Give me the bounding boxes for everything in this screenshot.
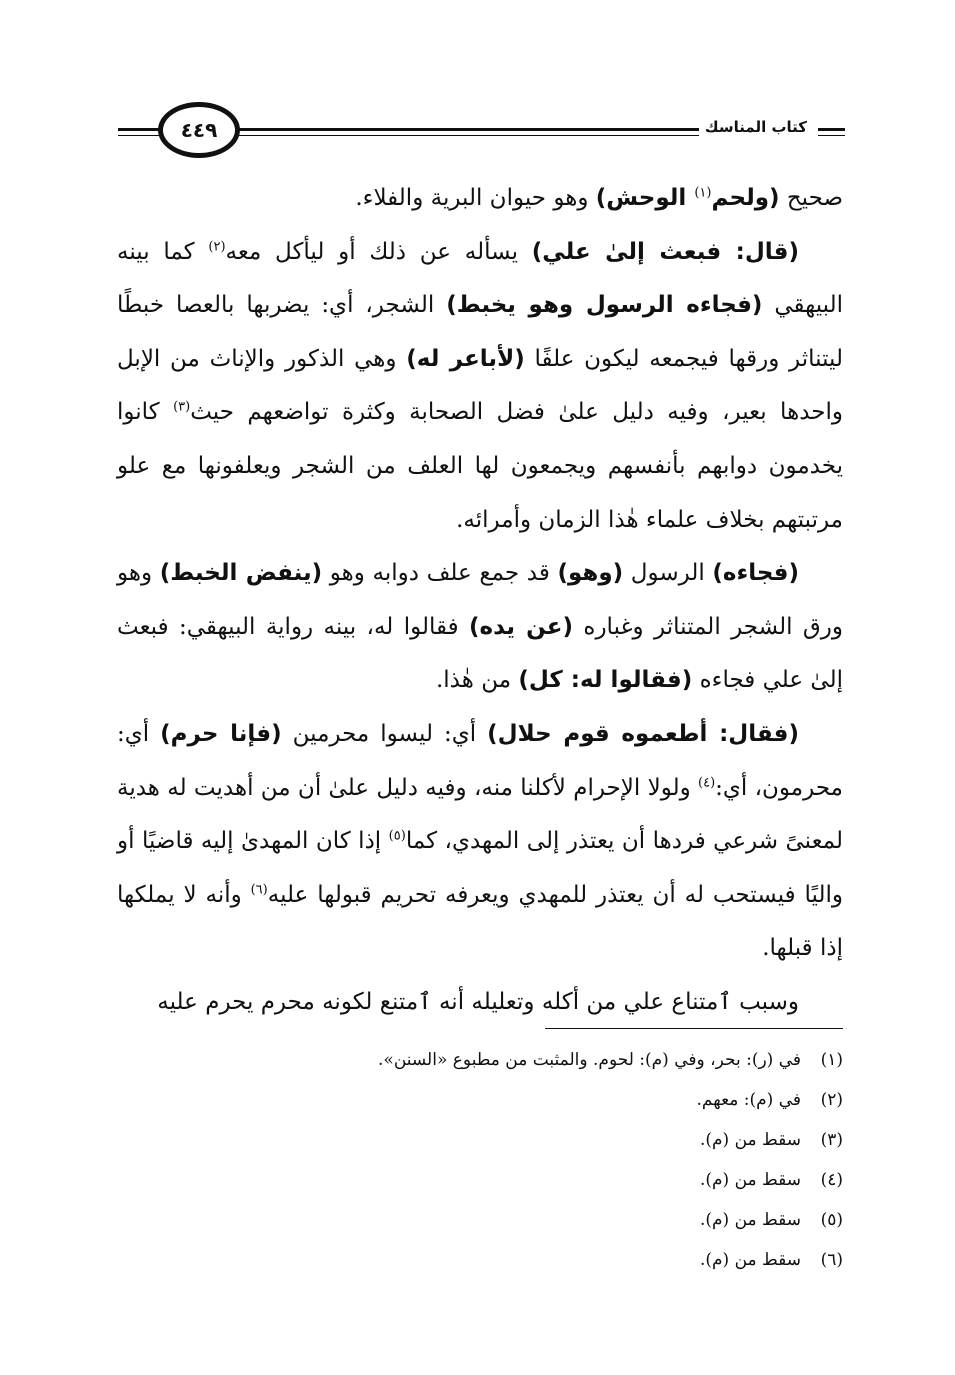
matn-quote: (عن يده) [469, 613, 574, 640]
text-run: وهو حيوان البرية والفلاء. [355, 185, 596, 211]
matn-quote: (فإنا حرم) [160, 720, 282, 747]
text-run: كما بينه البيهقي [117, 238, 843, 319]
footnote-text: سقط من (م). [699, 1250, 801, 1270]
header-rule-right [818, 128, 845, 131]
text-run: ولولا الإحرام لأكلنا منه، وفيه دليل علىٰ أن من أهديت له هدية لمعنىً شرعي فردها أن يعتذر إلى المهدي، كما [117, 774, 843, 855]
text-run: إذا كان المهدىٰ إليه قاضيًا أو واليًا فيستحب له أن يعتذر للمهدي ويعرفه تحريم قبولها عليه [117, 828, 843, 908]
footnote-number: (٣) [820, 1130, 843, 1150]
footnote-separator [545, 1028, 843, 1029]
text-run: فقالوا له، بينه رواية البيهقي: فبعث إلىٰ علي فجاءه [117, 613, 843, 694]
footnote-item [117, 1120, 843, 1160]
text-run: كانوا يخدمون دوابهم بأنفسهم ويجمعون لها العلف من الشجر ويعلفونها مع علو مرتبتهم بخلاف علماء هٰذا الزمان وأمرائه. [117, 399, 843, 533]
footnote-ref: (٤) [698, 774, 716, 790]
text-run: وسبب ٱمتناع علي من أكله وتعليله أنه ٱمتنع لكونه محرم يحرم عليه [157, 988, 799, 1015]
text-run: من هٰذا. [435, 667, 519, 694]
text-run: الرسول [623, 560, 713, 587]
matn-quote: الوحش) [595, 185, 695, 211]
footnote-item [117, 1200, 843, 1240]
paragraph-2 [117, 226, 843, 548]
text-run: وهو ورق الشجر المتناثر وغباره [117, 560, 843, 640]
matn-quote: (فجاءه) [712, 560, 799, 587]
text-run: أي: محرمون، أي: [117, 720, 843, 801]
footnote-ref: (٣) [173, 399, 191, 415]
text-run: قد جمع علف دوابه وهو [322, 560, 558, 587]
main-text [117, 172, 843, 1030]
page-header [118, 100, 845, 164]
matn-quote: (ولحم [711, 185, 780, 211]
footnote-text: سقط من (م). [699, 1210, 801, 1230]
footnote-number: (٥) [820, 1210, 843, 1230]
paragraph-4 [117, 708, 843, 976]
footnote-item [117, 1240, 843, 1280]
footnote-item [117, 1080, 843, 1120]
text-run: أي: ليسوا محرمين [281, 720, 488, 747]
footnote-ref: (١) [694, 185, 712, 201]
footnote-number: (٦) [820, 1250, 843, 1270]
footnote-text: في (ر): بحر، وفي (م): لحوم. والمثبت من مطبوع «السنن». [378, 1050, 801, 1070]
paragraph-3 [117, 547, 843, 708]
header-rule-main-thin [230, 135, 700, 136]
text-run: وهي الذكور والإناث من الإبل واحدها بعير، وفيه دليل علىٰ فضل الصحابة وكثرة تواضعهم حيث [117, 345, 843, 426]
footnotes-list [117, 1040, 843, 1280]
footnote-text: سقط من (م). [699, 1170, 801, 1190]
text-run: يسأله عن ذلك أو ليأكل معه [225, 238, 532, 265]
matn-quote: (لأباعر له) [406, 345, 525, 372]
matn-quote: (فقال: أطعموه قوم حلال) [487, 720, 800, 747]
footnote-item [117, 1040, 843, 1080]
footnote-text: سقط من (م). [699, 1130, 801, 1150]
matn-quote: (قال: فبعث إلىٰ علي) [531, 238, 799, 265]
matn-quote: (فجاءه الرسول وهو يخبط) [446, 292, 763, 319]
text-run: الشجر، أي: يضربها بالعصا خبطًا ليتناثر ورقها فيجمعه ليكون علفًا [117, 292, 843, 372]
footnote-ref: (٥) [388, 828, 406, 844]
footnote-ref: (٢) [208, 238, 226, 254]
footnote-number: (٤) [820, 1170, 843, 1190]
footnote-number: (١) [820, 1050, 843, 1070]
paragraph-1 [117, 172, 843, 226]
paragraph-5 [117, 976, 843, 1030]
text-run: وأنه لا يملكها إذا قبلها. [117, 881, 843, 962]
matn-quote: (فقالوا له: كل) [518, 667, 693, 694]
footnote-text: في (م): معهم. [696, 1090, 801, 1110]
matn-quote: (وهو) [557, 560, 624, 587]
matn-quote: (ينفض الخبط) [159, 560, 323, 587]
footnote-item [117, 1160, 843, 1200]
page-number: ٤٤٩ [158, 102, 240, 158]
header-rule-main [230, 128, 700, 131]
header-rule-right-thin [818, 135, 845, 136]
footnote-ref: (٦) [250, 882, 268, 898]
running-title: كتاب المناسك [699, 118, 813, 136]
footnote-number: (٢) [820, 1090, 843, 1110]
text-run: صحيح [779, 185, 843, 211]
